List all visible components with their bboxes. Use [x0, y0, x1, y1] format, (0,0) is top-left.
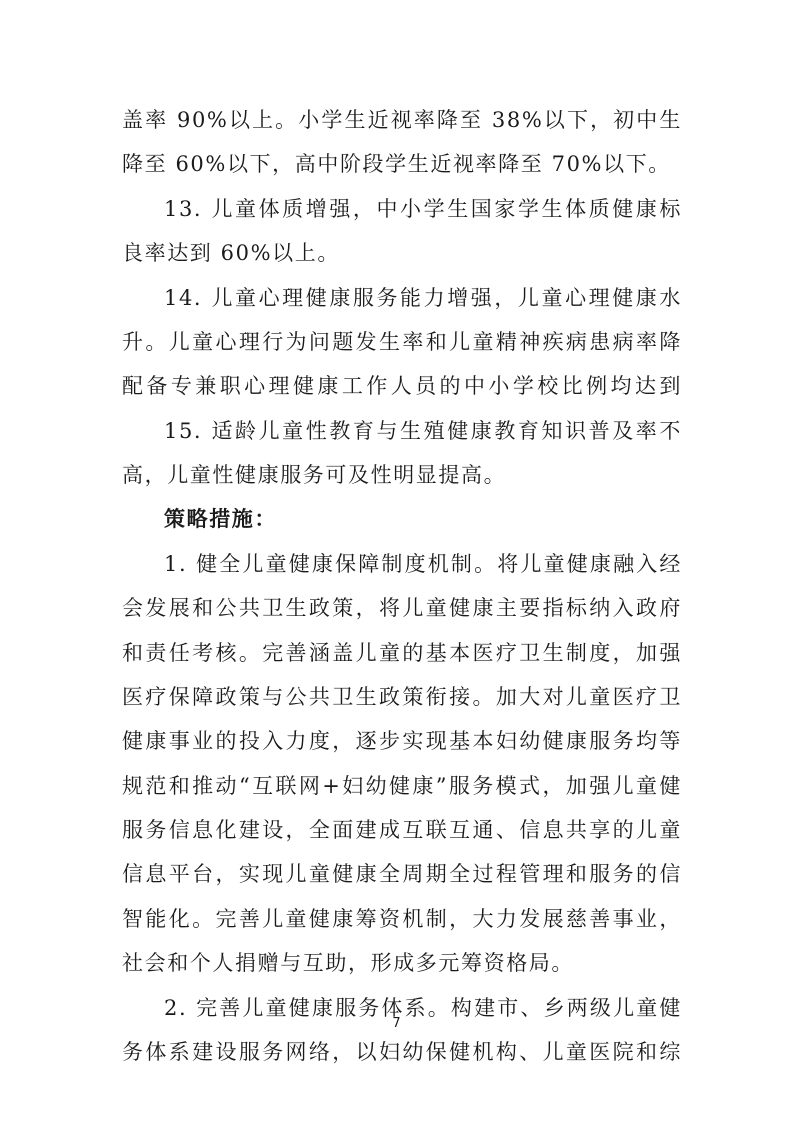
paragraph-line: 服务信息化建设，全面建成互联互通、信息共享的儿童: [122, 818, 682, 842]
paragraph-line: 盖率 90%以上。小学生近视率降至 38%以下，初中生: [122, 108, 682, 132]
paragraph-line: 健康事业的投入力度，逐步实现基本妇幼健康服务均等: [122, 729, 682, 753]
paragraph-line: 配备专兼职心理健康工作人员的中小学校比例均达到: [122, 374, 682, 398]
paragraph-line: 信息平台，实现儿童健康全周期全过程管理和服务的信: [122, 862, 682, 886]
paragraph-line: 升。儿童心理行为问题发生率和儿童精神疾病患病率降: [122, 330, 682, 354]
paragraph-line: 良率达到 60%以上。: [122, 241, 340, 265]
paragraph-line: 1. 健全儿童健康保障制度机制。将儿童健康融入经: [164, 552, 682, 576]
paragraph-line: 规范和推动“互联网+妇幼健康”服务模式，加强儿童健: [122, 774, 682, 798]
page-number: 7: [392, 1016, 401, 1031]
paragraph-line: 和责任考核。完善涵盖儿童的基本医疗卫生制度，加强: [122, 641, 682, 665]
paragraph-line: 高，儿童性健康服务可及性明显提高。: [122, 463, 507, 487]
paragraph-line: 会发展和公共卫生政策，将儿童健康主要指标纳入政府: [122, 596, 682, 620]
section-heading: 策略措施：: [164, 506, 277, 531]
paragraph-line: 13. 儿童体质增强，中小学生国家学生体质健康标: [164, 197, 682, 221]
paragraph-line: 社会和个人捐赠与互助，形成多元筹资格局。: [122, 951, 574, 975]
paragraph-line: 智能化。完善儿童健康筹资机制，大力发展慈善事业，: [122, 907, 682, 931]
paragraph-line: 降至 60%以下，高中阶段学生近视率降至 70%以下。: [122, 152, 671, 176]
paragraph-line: 2. 完善儿童健康服务体系。构建市、乡两级儿童健: [164, 996, 682, 1020]
paragraph-line: 15. 适龄儿童性教育与生殖健康教育知识普及率不: [164, 419, 682, 443]
paragraph-line: 14. 儿童心理健康服务能力增强，儿童心理健康水: [164, 286, 682, 310]
paragraph-line: 务体系建设服务网络，以妇幼保健机构、儿童医院和综: [122, 1040, 682, 1064]
paragraph-line: 医疗保障政策与公共卫生政策衔接。加大对儿童医疗卫: [122, 685, 682, 709]
